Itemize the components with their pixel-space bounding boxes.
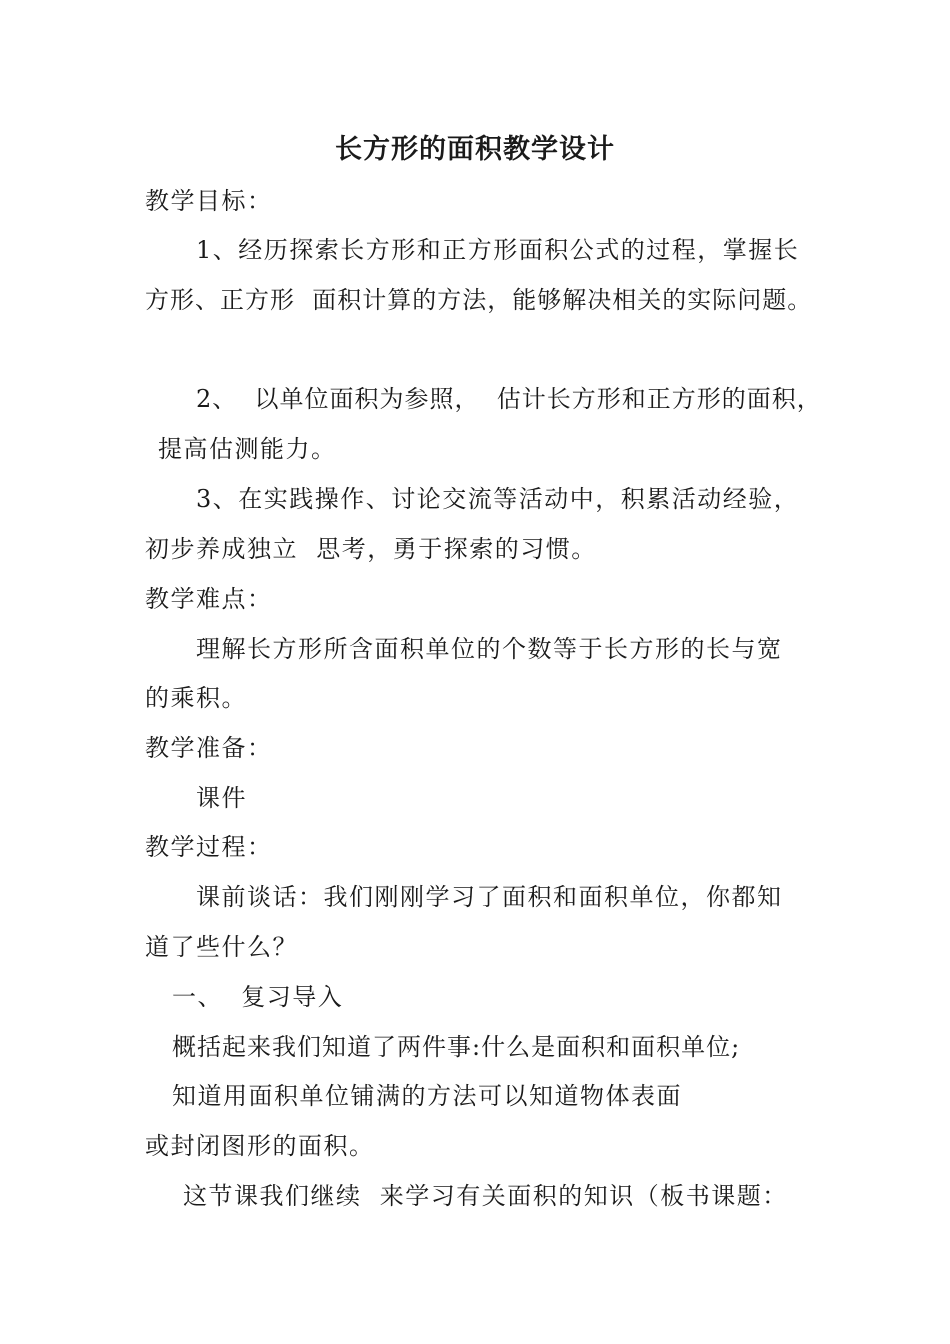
section-review-heading: 一、 复习导入 <box>172 983 344 1011</box>
review-line-2: 知道用面积单位铺满的方法可以知道物体表面 <box>172 1082 682 1110</box>
heading-difficulty: 教学难点： <box>145 585 273 613</box>
review-line-3: 或封闭图形的面积。 <box>145 1132 375 1160</box>
heading-process: 教学过程： <box>145 833 273 861</box>
heading-teaching-goals: 教学目标： <box>145 187 273 215</box>
goal-2-line-2: 提高估测能力。 <box>158 435 337 463</box>
preparation-content: 课件 <box>196 784 247 812</box>
document-title: 长方形的面积教学设计 <box>335 134 615 165</box>
process-line-1: 课前谈话：我们刚刚学习了面积和面积单位，你都知 <box>196 883 783 911</box>
review-line-4: 这节课我们继续 来学习有关面积的知识（板书课题： <box>183 1182 788 1210</box>
heading-preparation: 教学准备： <box>145 734 273 762</box>
goal-3-line-2: 初步养成独立 思考，勇于探索的习惯。 <box>145 535 597 563</box>
goal-1-line-1: 1、经历探索长方形和正方形面积公式的过程，掌握长 <box>196 236 800 264</box>
difficulty-line-2: 的乘积。 <box>145 684 247 712</box>
process-line-2: 道了些什么？ <box>145 933 298 961</box>
review-line-1: 概括起来我们知道了两件事:什么是面积和面积单位; <box>172 1033 741 1061</box>
goal-1-line-2: 方形、正方形 面积计算的方法，能够解决相关的实际问题。 <box>145 286 813 314</box>
goal-3-line-1: 3、在实践操作、讨论交流等活动中，积累活动经验， <box>196 485 800 513</box>
goal-2-line-1: 2、 以单位面积为参照， 估计长方形和正方形的面积， <box>196 385 822 413</box>
difficulty-line-1: 理解长方形所含面积单位的个数等于长方形的长与宽 <box>196 635 783 663</box>
